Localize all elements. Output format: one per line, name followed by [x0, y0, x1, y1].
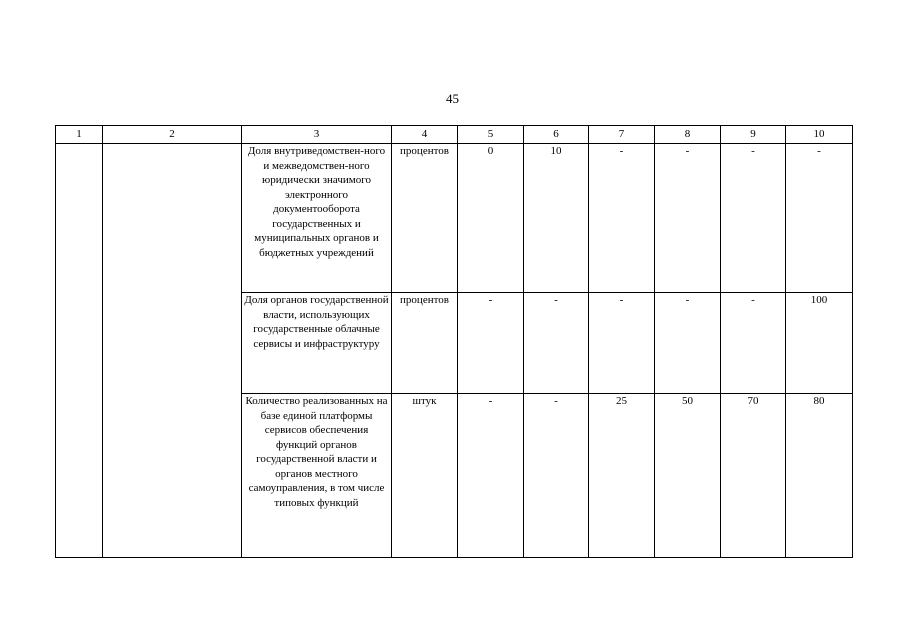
empty-cell-col1: [56, 144, 103, 558]
value-cell: -: [655, 144, 721, 293]
indicators-table: [55, 125, 853, 558]
indicator-cell: Количество реализованных на базе единой платформы сервисов обеспечения функций органов государственной власти и органов местного самоуправления, в том числе типовых функций: [242, 394, 392, 558]
unit-cell: штук: [392, 394, 458, 558]
column-header: 7: [589, 126, 655, 144]
value-cell: 50: [655, 394, 721, 558]
column-header: 9: [721, 126, 786, 144]
column-header: 5: [458, 126, 524, 144]
indicator-cell: Доля внутриведомствен-ного и межведомствен-ного юридически значимого электронного документооборота государственных и муниципальных органов и бюджетных учреждений: [242, 144, 392, 293]
value-cell: 100: [786, 293, 853, 394]
value-cell: 0: [458, 144, 524, 293]
unit-cell: процентов: [392, 144, 458, 293]
column-header: 1: [56, 126, 103, 144]
column-header: 10: [786, 126, 853, 144]
empty-cell-col2: [103, 144, 242, 558]
column-header: 2: [103, 126, 242, 144]
value-cell: -: [524, 394, 589, 558]
value-cell: -: [721, 293, 786, 394]
value-cell: 70: [721, 394, 786, 558]
page-number: 45: [446, 91, 459, 106]
value-cell: -: [524, 293, 589, 394]
column-header: 6: [524, 126, 589, 144]
column-header: 3: [242, 126, 392, 144]
value-cell: -: [721, 144, 786, 293]
value-cell: -: [458, 394, 524, 558]
unit-cell: процентов: [392, 293, 458, 394]
column-number-row: [56, 126, 853, 144]
value-cell: -: [589, 293, 655, 394]
value-cell: 10: [524, 144, 589, 293]
column-header: 4: [392, 126, 458, 144]
indicator-cell: Доля органов государственной власти, использующих государственные облачные сервисы и инфраструктуру: [242, 293, 392, 394]
value-cell: -: [786, 144, 853, 293]
table-row: [56, 144, 853, 293]
column-header: 8: [655, 126, 721, 144]
value-cell: 25: [589, 394, 655, 558]
value-cell: -: [655, 293, 721, 394]
value-cell: 80: [786, 394, 853, 558]
value-cell: -: [589, 144, 655, 293]
value-cell: -: [458, 293, 524, 394]
